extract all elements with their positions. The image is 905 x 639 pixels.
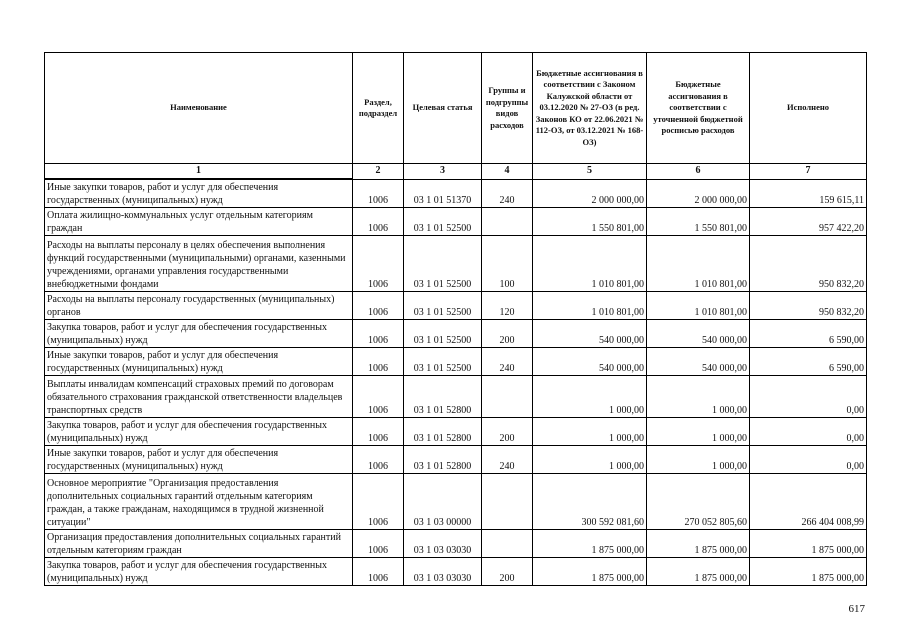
row-group-cell: 240 bbox=[482, 179, 533, 207]
column-number: 6 bbox=[647, 164, 750, 180]
row-name-cell: Закупка товаров, работ и услуг для обеспечения государственных (муниципальных) нужд bbox=[45, 417, 353, 445]
row-target-cell: 03 1 01 52500 bbox=[404, 207, 482, 235]
row-refined-amount-cell: 1 010 801,00 bbox=[647, 291, 750, 319]
column-number: 4 bbox=[482, 164, 533, 180]
row-razdel-cell: 1006 bbox=[353, 557, 404, 585]
row-group-cell bbox=[482, 375, 533, 417]
row-name-cell: Закупка товаров, работ и услуг для обеспечения государственных (муниципальных) нужд bbox=[45, 319, 353, 347]
row-executed-amount-cell: 950 832,20 bbox=[750, 235, 867, 291]
table-row bbox=[45, 417, 867, 445]
row-law-amount-cell: 1 010 801,00 bbox=[533, 235, 647, 291]
row-group-cell: 200 bbox=[482, 557, 533, 585]
row-name-cell: Закупка товаров, работ и услуг для обеспечения государственных (муниципальных) нужд bbox=[45, 557, 353, 585]
row-law-amount-cell: 1 875 000,00 bbox=[533, 557, 647, 585]
column-number-row bbox=[45, 164, 867, 180]
row-razdel-cell: 1006 bbox=[353, 347, 404, 375]
header-target: Целевая статья bbox=[404, 53, 482, 164]
row-target-cell: 03 1 01 51370 bbox=[404, 179, 482, 207]
row-razdel-cell: 1006 bbox=[353, 179, 404, 207]
row-refined-amount-cell: 270 052 805,60 bbox=[647, 473, 750, 529]
column-number: 1 bbox=[45, 164, 353, 180]
table-row bbox=[45, 235, 867, 291]
row-executed-amount-cell: 266 404 008,99 bbox=[750, 473, 867, 529]
row-name-cell: Основное мероприятие "Организация предоставления дополнительных социальных гарантий отдельным категориям граждан, а также гражданам, находящимся в трудной жизненной ситуации" bbox=[45, 473, 353, 529]
row-target-cell: 03 1 01 52500 bbox=[404, 347, 482, 375]
row-target-cell: 03 1 01 52800 bbox=[404, 375, 482, 417]
row-refined-amount-cell: 1 000,00 bbox=[647, 417, 750, 445]
table-row bbox=[45, 375, 867, 417]
row-target-cell: 03 1 01 52500 bbox=[404, 291, 482, 319]
header-row bbox=[45, 53, 867, 164]
row-refined-amount-cell: 1 000,00 bbox=[647, 445, 750, 473]
row-law-amount-cell: 2 000 000,00 bbox=[533, 179, 647, 207]
row-name-cell: Иные закупки товаров, работ и услуг для обеспечения государственных (муниципальных) нужд bbox=[45, 347, 353, 375]
row-razdel-cell: 1006 bbox=[353, 291, 404, 319]
row-group-cell: 200 bbox=[482, 417, 533, 445]
row-executed-amount-cell: 159 615,11 bbox=[750, 179, 867, 207]
header-budget-law: Бюджетные ассигнования в соответствии с Законом Калужской области от 03.12.2020 № 27-ОЗ (в ред. Законов КО от 22.06.2021 № 112-ОЗ, от 03.12.2021 № 168-ОЗ) bbox=[533, 53, 647, 164]
table-row bbox=[45, 445, 867, 473]
column-number: 2 bbox=[353, 164, 404, 180]
row-target-cell: 03 1 01 52800 bbox=[404, 445, 482, 473]
row-target-cell: 03 1 01 52500 bbox=[404, 319, 482, 347]
header-budget-refined: Бюджетные ассигнования в соответствии с уточненной бюджетной росписью расходов bbox=[647, 53, 750, 164]
budget-table bbox=[44, 52, 867, 586]
row-refined-amount-cell: 540 000,00 bbox=[647, 319, 750, 347]
table-row bbox=[45, 319, 867, 347]
row-law-amount-cell: 540 000,00 bbox=[533, 319, 647, 347]
row-name-cell: Иные закупки товаров, работ и услуг для обеспечения государственных (муниципальных) нужд bbox=[45, 179, 353, 207]
header-executed: Исполнено bbox=[750, 53, 867, 164]
header-groups: Группы и подгруппы видов расходов bbox=[482, 53, 533, 164]
row-group-cell: 100 bbox=[482, 235, 533, 291]
row-razdel-cell: 1006 bbox=[353, 445, 404, 473]
page-number: 617 bbox=[848, 603, 865, 615]
row-group-cell bbox=[482, 473, 533, 529]
row-executed-amount-cell: 950 832,20 bbox=[750, 291, 867, 319]
row-executed-amount-cell: 0,00 bbox=[750, 445, 867, 473]
row-group-cell: 240 bbox=[482, 347, 533, 375]
row-refined-amount-cell: 1 010 801,00 bbox=[647, 235, 750, 291]
row-law-amount-cell: 1 550 801,00 bbox=[533, 207, 647, 235]
table-row bbox=[45, 473, 867, 529]
row-group-cell bbox=[482, 529, 533, 557]
row-name-cell: Оплата жилищно-коммунальных услуг отдельным категориям граждан bbox=[45, 207, 353, 235]
column-number: 3 bbox=[404, 164, 482, 180]
table-row bbox=[45, 207, 867, 235]
row-executed-amount-cell: 6 590,00 bbox=[750, 319, 867, 347]
row-law-amount-cell: 1 010 801,00 bbox=[533, 291, 647, 319]
row-executed-amount-cell: 957 422,20 bbox=[750, 207, 867, 235]
row-law-amount-cell: 540 000,00 bbox=[533, 347, 647, 375]
row-refined-amount-cell: 1 875 000,00 bbox=[647, 529, 750, 557]
table-row bbox=[45, 347, 867, 375]
row-group-cell: 200 bbox=[482, 319, 533, 347]
row-target-cell: 03 1 01 52800 bbox=[404, 417, 482, 445]
row-law-amount-cell: 1 000,00 bbox=[533, 445, 647, 473]
row-razdel-cell: 1006 bbox=[353, 529, 404, 557]
row-law-amount-cell: 1 000,00 bbox=[533, 417, 647, 445]
row-group-cell bbox=[482, 207, 533, 235]
row-group-cell: 240 bbox=[482, 445, 533, 473]
row-group-cell: 120 bbox=[482, 291, 533, 319]
row-target-cell: 03 1 03 03030 bbox=[404, 529, 482, 557]
row-law-amount-cell: 1 000,00 bbox=[533, 375, 647, 417]
row-executed-amount-cell: 0,00 bbox=[750, 417, 867, 445]
row-refined-amount-cell: 2 000 000,00 bbox=[647, 179, 750, 207]
row-razdel-cell: 1006 bbox=[353, 319, 404, 347]
row-executed-amount-cell: 0,00 bbox=[750, 375, 867, 417]
row-razdel-cell: 1006 bbox=[353, 235, 404, 291]
row-executed-amount-cell: 1 875 000,00 bbox=[750, 557, 867, 585]
table-row bbox=[45, 179, 867, 207]
budget-table-sheet bbox=[44, 52, 866, 586]
row-target-cell: 03 1 03 03030 bbox=[404, 557, 482, 585]
row-refined-amount-cell: 1 550 801,00 bbox=[647, 207, 750, 235]
row-refined-amount-cell: 1 000,00 bbox=[647, 375, 750, 417]
row-name-cell: Расходы на выплаты персоналу в целях обеспечения выполнения функций государственными (муниципальными) органами, казенными учреждениями, органами управления государственными внебюджетными фондами bbox=[45, 235, 353, 291]
row-razdel-cell: 1006 bbox=[353, 207, 404, 235]
row-refined-amount-cell: 540 000,00 bbox=[647, 347, 750, 375]
row-razdel-cell: 1006 bbox=[353, 417, 404, 445]
column-number: 7 bbox=[750, 164, 867, 180]
table-row bbox=[45, 529, 867, 557]
row-law-amount-cell: 1 875 000,00 bbox=[533, 529, 647, 557]
row-name-cell: Иные закупки товаров, работ и услуг для обеспечения государственных (муниципальных) нужд bbox=[45, 445, 353, 473]
row-name-cell: Организация предоставления дополнительных социальных гарантий отдельным категориям граждан bbox=[45, 529, 353, 557]
row-target-cell: 03 1 01 52500 bbox=[404, 235, 482, 291]
row-razdel-cell: 1006 bbox=[353, 473, 404, 529]
header-razdel: Раздел, подраздел bbox=[353, 53, 404, 164]
column-number: 5 bbox=[533, 164, 647, 180]
row-razdel-cell: 1006 bbox=[353, 375, 404, 417]
row-executed-amount-cell: 6 590,00 bbox=[750, 347, 867, 375]
table-row bbox=[45, 291, 867, 319]
row-name-cell: Выплаты инвалидам компенсаций страховых премий по договорам обязательного страхования гражданской ответственности владельцев транспортных средств bbox=[45, 375, 353, 417]
row-target-cell: 03 1 03 00000 bbox=[404, 473, 482, 529]
header-name: Наименование bbox=[45, 53, 353, 164]
row-law-amount-cell: 300 592 081,60 bbox=[533, 473, 647, 529]
row-refined-amount-cell: 1 875 000,00 bbox=[647, 557, 750, 585]
table-row bbox=[45, 557, 867, 585]
row-executed-amount-cell: 1 875 000,00 bbox=[750, 529, 867, 557]
row-name-cell: Расходы на выплаты персоналу государственных (муниципальных) органов bbox=[45, 291, 353, 319]
